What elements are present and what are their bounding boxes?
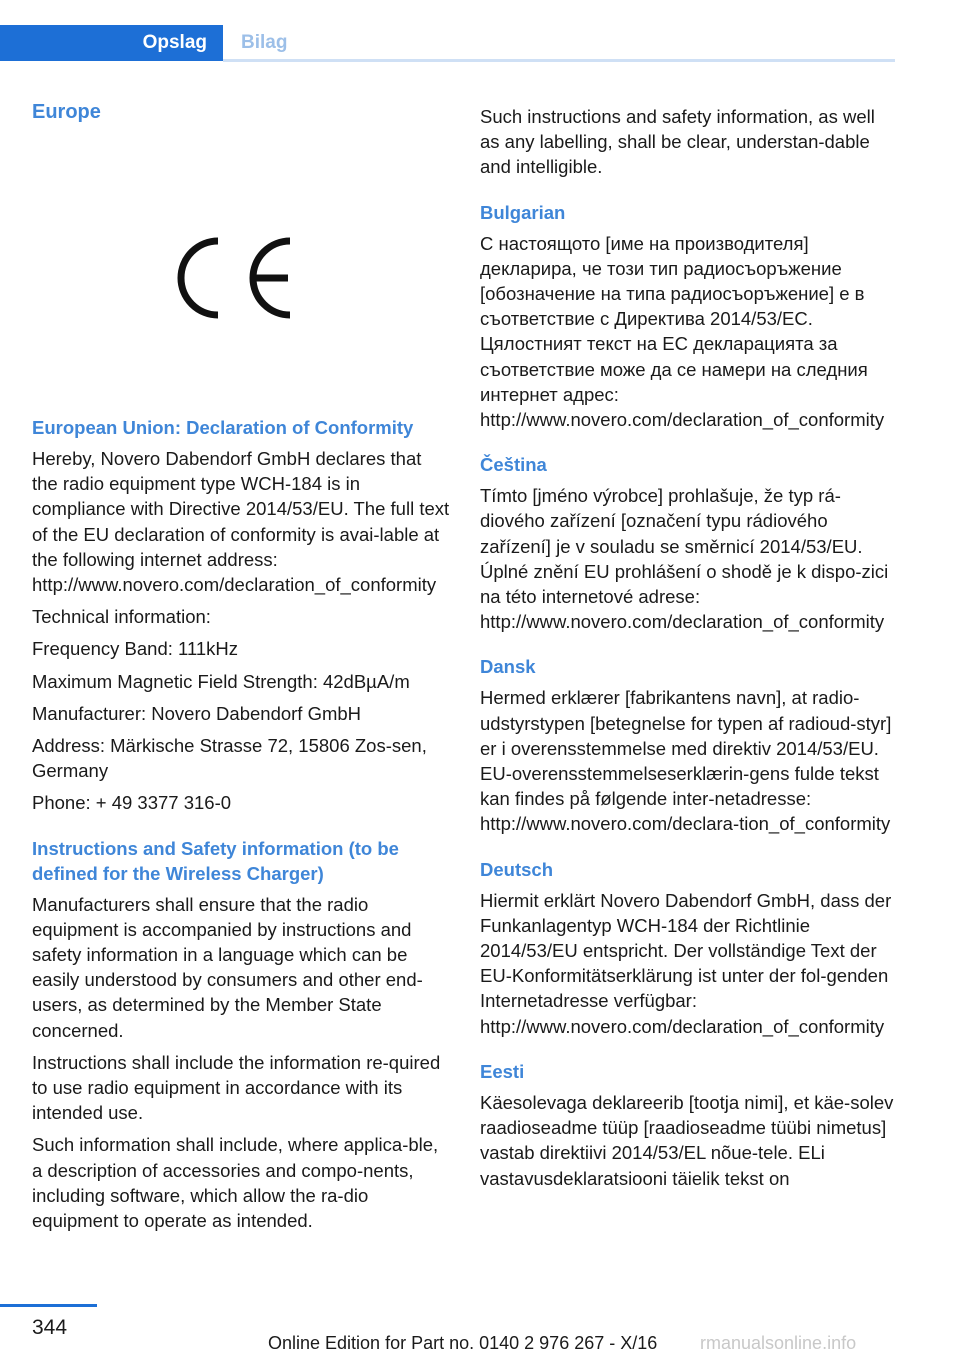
footer-accent-line	[0, 1304, 97, 1307]
europe-heading: Europe	[32, 101, 101, 123]
paragraph: Manufacturers shall ensure that the radio equipment is accompanied by instructions and safety information in a language which can be easily understood by consumers and other end-users, as determined by the Member State concerned.	[32, 893, 423, 1041]
safety-heading: Instructions and Safety information (to be defined for the Wireless Charger)	[32, 837, 399, 884]
section-heading: Dansk	[480, 656, 536, 678]
watermark: rmanualsonline.info	[700, 1333, 857, 1353]
paragraph: Frequency Band: 111kHz	[32, 638, 239, 660]
section-heading: Eesti	[480, 1060, 525, 1082]
right-column	[480, 104, 898, 1198]
tab-underline	[223, 59, 895, 62]
section-text: Hiermit erklärt Novero Dabendorf GmbH, dass der Funkanlagentyp WCH-184 der Richtlinie 2014/53/EU entspricht. Der vollständige Text der EU-Konformitätserklärung ist unter der fol‐genden Internetadresse verfügbar: http://www.novero.com/declaration_of_conformity	[480, 889, 892, 1037]
paragraph: Phone: + 49 3377 316-0	[32, 792, 232, 814]
section-text: С настоящото [име на производителя] декларира, че този тип радиосъоръжение [обозначение на типа радиосъоръжение] е в съответствие с Директива 2014/53/ЕС. Цялостният текст на ЕС декларацията за съответствие може да се намери на следния интернет адрес: http://www.novero.com/declaration_of_conformity	[480, 232, 885, 431]
ce-mark-icon	[176, 233, 296, 323]
section-text: Käesolevaga deklareerib [tootja nimi], et käe‐solev raadioseadme tüüp [raadioseadme tüübi nimetus] vastab direktiivi 2014/53/EL nõue‐tele. ELi vastavusdeklaratsiooni täielik tekst on	[480, 1091, 894, 1189]
left-column	[32, 100, 450, 1240]
paragraph: Such information shall include, where applica‐ble, a description of accessories and compo‐nents, including software, which allow the ra‐dio equipment to operate as intended.	[32, 1134, 439, 1232]
edition-note: Online Edition for Part no. 0140 2 976 267 - X/16	[268, 1333, 658, 1353]
paragraph: Address: Märkische Strasse 72, 15806 Zos‐sen, Germany	[32, 735, 427, 782]
tab-bilag[interactable]: Bilag	[223, 25, 895, 61]
top-navigation	[0, 0, 960, 62]
paragraph: Maximum Magnetic Field Strength: 42dBµA/m	[32, 670, 410, 692]
page-number: 344	[32, 1316, 68, 1339]
section-text: Hermed erklærer [fabrikantens navn], at radio‐udstyrstypen [betegnelse for typen af radioud‐styr] er i overensstemmelse med direktiv 2014/53/EU. EU-overensstemmelseserklærin‐gens fulde tekst kan findes på følgende inter‐netadresse: http://www.novero.com/declara‐tion_of_conformity	[480, 687, 892, 835]
paragraph: Such instructions and safety information, as well as any labelling, shall be clear, understan‐dable and intelligible.	[480, 106, 875, 178]
section-text: Tímto [jméno výrobce] prohlašuje, že typ rá‐diového zařízení [označení typu rádiového zařízení] je v souladu se směrnicí 2014/53/EU. Úplné znění EU prohlášení o shodě je k dispo‐zici na této internetové adrese: http://www.novero.com/declaration_of_conformity	[480, 485, 889, 633]
tab-opslag[interactable]: Opslag	[0, 25, 223, 61]
section-heading: Bulgarian	[480, 201, 566, 223]
section-heading: Deutsch	[480, 858, 553, 880]
section-heading: Čeština	[480, 454, 547, 476]
paragraph: Instructions shall include the information re‐quired to use radio equipment in accordance with its intended use.	[32, 1051, 441, 1124]
paragraph: Manufacturer: Novero Dabendorf GmbH	[32, 702, 362, 724]
paragraph: Technical information:	[32, 606, 211, 628]
doc-heading: European Union: Declaration of Conformity	[32, 417, 414, 438]
paragraph: Hereby, Novero Dabendorf GmbH declares that the radio equipment type WCH-184 is in compliance with Directive 2014/53/EU. The full text of the EU declaration of conformity is avai‐lable at the following internet address: http://www.novero.com/declaration_of_conformity	[32, 448, 450, 596]
ce-logo-area	[32, 125, 450, 415]
